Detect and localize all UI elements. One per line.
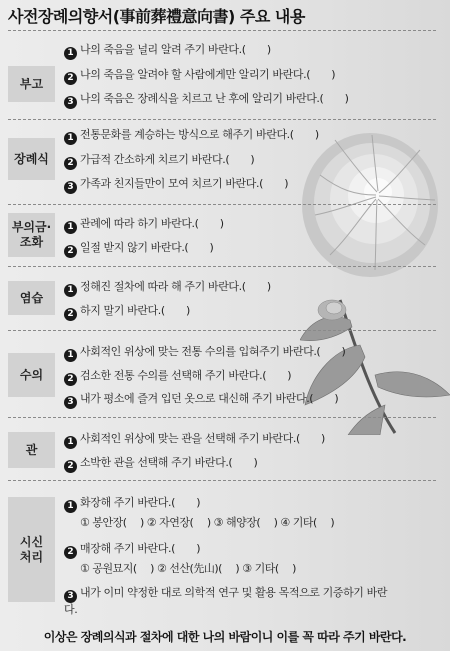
section-label-body-disposal: 시신 처리	[8, 497, 55, 602]
section-divider	[8, 480, 436, 481]
option-item	[64, 241, 213, 258]
section-divider	[8, 266, 436, 267]
option-item	[64, 43, 271, 60]
number-badge: 1	[64, 221, 77, 234]
section-label-burial-clothes: 수의	[8, 353, 55, 397]
option-text: 소박한 관을 선택해 주기 바란다.( )	[80, 456, 258, 469]
option-text: 사회적인 위상에 맞는 전통 수의를 입혀주기 바란다.( )	[80, 345, 346, 358]
option-text: 관례에 따라 하기 바란다.( )	[80, 217, 224, 230]
section-label-coffin: 관	[8, 432, 55, 468]
option-item	[64, 280, 271, 297]
option-item	[64, 392, 338, 409]
number-badge: 1	[64, 500, 77, 513]
section-label-condolence: 부의금· 조화	[8, 213, 55, 257]
number-badge: 2	[64, 546, 77, 559]
option-item	[64, 68, 335, 85]
number-badge: 1	[64, 132, 77, 145]
number-badge: 3	[64, 181, 77, 194]
option-text: 전통문화를 계승하는 방식으로 해주기 바란다.( )	[80, 128, 319, 141]
option-item	[64, 128, 319, 145]
option-text: 나의 죽음을 널리 알려 주기 바란다.( )	[80, 43, 271, 56]
option-text: 사회적인 위상에 맞는 관을 선택해 주기 바란다.( )	[80, 432, 325, 445]
option-item	[64, 92, 349, 109]
option-item	[64, 345, 345, 362]
option-item	[64, 369, 291, 386]
option-text: 정해진 절차에 따라 해 주기 바란다.( )	[80, 280, 271, 293]
option-item	[64, 217, 224, 234]
option-item	[64, 304, 190, 321]
option-item	[64, 496, 200, 513]
option-item	[64, 432, 325, 449]
section-divider	[8, 330, 436, 331]
number-badge: 2	[64, 460, 77, 473]
option-text: 내가 이미 약정한 대로 의학적 연구 및 활용 목적으로 기증하기 바란다.	[64, 586, 388, 616]
closing-statement: 이상은 장례의식과 절차에 대한 나의 바람이니 이를 꼭 따라 주기 바란다.	[43, 630, 407, 644]
section-divider	[8, 119, 436, 120]
option-text: 일절 받지 않기 바란다.( )	[80, 241, 214, 254]
number-badge: 3	[64, 396, 77, 409]
section-divider	[8, 417, 436, 418]
sub-options: ① 공원묘지( ) ② 선산(先山)( ) ③ 기타( )	[80, 562, 296, 575]
number-badge: 1	[64, 349, 77, 362]
section-divider	[8, 204, 436, 205]
number-badge: 2	[64, 245, 77, 258]
chrysanthemum-image	[300, 95, 450, 435]
number-badge: 3	[64, 96, 77, 109]
option-item	[64, 542, 200, 559]
sub-options: ① 봉안장( ) ② 자연장( ) ③ 해양장( ) ④ 기타( )	[80, 516, 335, 529]
section-label-funeral: 장례식	[8, 138, 55, 180]
number-badge: 2	[64, 157, 77, 170]
option-text: 검소한 전통 수의를 선택해 주기 바란다.( )	[80, 369, 292, 382]
option-text: 내가 평소에 즐겨 입던 옷으로 대신해 주기 바란다.( )	[80, 392, 339, 405]
section-divider	[8, 30, 436, 31]
option-text: 하지 말기 바란다.( )	[80, 304, 190, 317]
option-text: 나의 죽음을 알려야 할 사람에게만 알리기 바란다.( )	[80, 68, 336, 81]
option-item	[64, 153, 254, 170]
number-badge: 1	[64, 284, 77, 297]
option-text: 가급적 간소하게 치르기 바란다.( )	[80, 153, 255, 166]
option-item	[64, 586, 394, 617]
option-item	[64, 177, 288, 194]
page-title: 사전장례의향서(事前葬禮意向書) 주요 내용	[8, 7, 305, 26]
number-badge: 2	[64, 373, 77, 386]
number-badge: 3	[64, 590, 77, 603]
option-text: 가족과 친지들만이 모여 치르기 바란다.( )	[80, 177, 289, 190]
number-badge: 2	[64, 72, 77, 85]
number-badge: 1	[64, 47, 77, 60]
option-text: 화장해 주기 바란다.( )	[80, 496, 201, 509]
option-text: 매장해 주기 바란다.( )	[80, 542, 201, 555]
section-label-shroud-washing: 염습	[8, 281, 55, 315]
section-label-obituary: 부고	[8, 66, 55, 102]
number-badge: 2	[64, 308, 77, 321]
option-item	[64, 456, 257, 473]
option-text: 나의 죽음은 장례식을 치르고 난 후에 알리기 바란다.( )	[80, 92, 349, 105]
number-badge: 1	[64, 436, 77, 449]
